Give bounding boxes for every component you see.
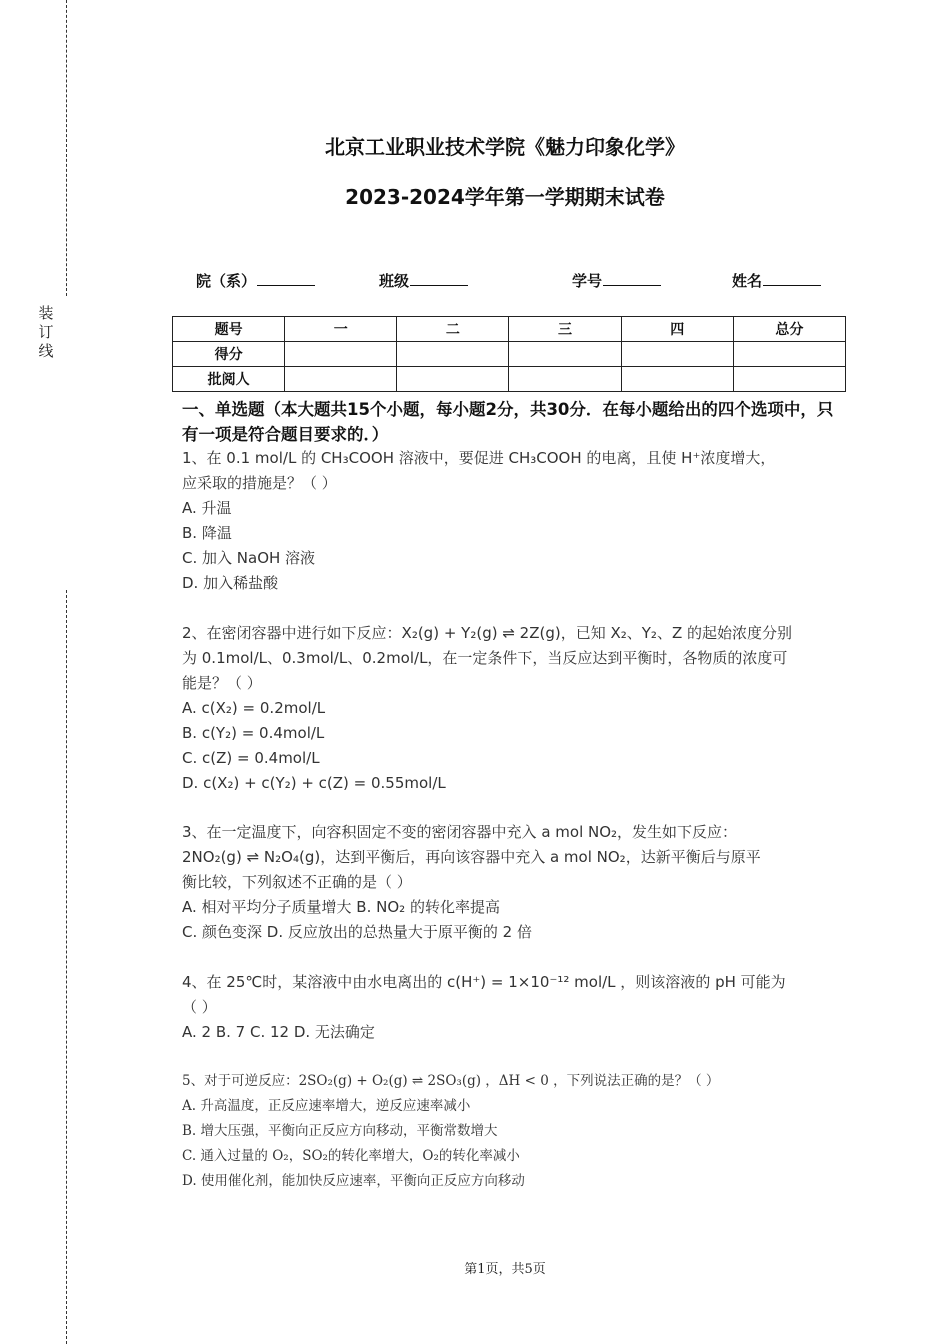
- table-cell: 得分: [173, 342, 285, 367]
- score-cell[interactable]: [733, 342, 845, 367]
- score-cell[interactable]: [285, 342, 397, 367]
- table-cell: 三: [509, 317, 621, 342]
- section-heading: 一、单选题（本大题共15个小题，每小题2分，共30分．在每小题给出的四个选项中，只有一项是符合题目要求的．）: [182, 400, 834, 444]
- score-cell[interactable]: [509, 342, 621, 367]
- binding-line-bottom: [66, 590, 67, 1344]
- table-cell: 四: [621, 317, 733, 342]
- q1-stem-line1: 1、在 0.1 mol/L 的 CH₃COOH 溶液中，要促进 CH₃COOH 的电离，且使 H⁺浓度增大，: [182, 449, 776, 467]
- q2-option-a[interactable]: A. c(X₂) = 0.2mol/L: [182, 699, 326, 717]
- q3-options-line1[interactable]: A. 相对平均分子质量增大 B. NO₂ 的转化率提高: [182, 898, 500, 916]
- table-cell: 一: [285, 317, 397, 342]
- student-id-field: [572, 270, 661, 291]
- student-info-row: [0, 270, 950, 294]
- department-blank[interactable]: [257, 270, 315, 286]
- q5-stem: 5、对于可逆反应：2SO₂(g) + O₂(g) ⇌ 2SO₃(g) ，ΔH < 0 ，下列说法正确的是？（ ）: [182, 1073, 720, 1089]
- q2-option-b[interactable]: B. c(Y₂) = 0.4mol/L: [182, 724, 325, 742]
- score-cell[interactable]: [621, 342, 733, 367]
- exam-title: 北京工业职业技术学院《魅力印象化学》: [325, 135, 685, 159]
- class-field: [379, 270, 468, 291]
- q5-option-d[interactable]: D. 使用催化剂，能加快反应速率，平衡向正反应方向移动: [182, 1173, 525, 1189]
- q1-stem-line2: 应采取的措施是？（ ）: [182, 474, 337, 492]
- q2-option-c[interactable]: C. c(Z) = 0.4mol/L: [182, 749, 320, 767]
- q1-option-a[interactable]: A. 升温: [182, 499, 232, 517]
- score-row: [173, 342, 846, 367]
- q5-option-b[interactable]: B. 增大压强，平衡向正反应方向移动，平衡常数增大: [182, 1123, 498, 1139]
- grader-cell[interactable]: [621, 367, 733, 392]
- student-id-blank[interactable]: [603, 270, 661, 286]
- page-number-footer: 第1页，共5页: [464, 1262, 546, 1277]
- name-blank[interactable]: [763, 270, 821, 286]
- grader-cell[interactable]: [285, 367, 397, 392]
- class-blank[interactable]: [410, 270, 468, 286]
- grader-row: [173, 367, 846, 392]
- department-field: [196, 270, 315, 291]
- grader-cell[interactable]: [733, 367, 845, 392]
- q4-stem-line2: （ ）: [182, 998, 217, 1016]
- name-field: [732, 270, 821, 291]
- q1-option-b[interactable]: B. 降温: [182, 524, 232, 542]
- q1-option-c[interactable]: C. 加入 NaOH 溶液: [182, 549, 316, 567]
- student-id-label: 学号: [572, 272, 603, 290]
- q3-options-line2[interactable]: C. 颜色变深 D. 反应放出的总热量大于原平衡的 2 倍: [182, 923, 532, 941]
- exam-subtitle: 2023-2024学年第一学期期末试卷: [345, 185, 665, 209]
- q2-stem-line3: 能是？（ ）: [182, 674, 262, 692]
- score-table: [172, 316, 846, 392]
- q3-stem-line2: 2NO₂(g) ⇌ N₂O₄(g)，达到平衡后，再向该容器中充入 a mol NO₂，达新平衡后与原平: [182, 848, 761, 866]
- table-cell: 二: [397, 317, 509, 342]
- class-label: 班级: [379, 272, 410, 290]
- q5-option-c[interactable]: C. 通入过量的 O₂，SO₂的转化率增大，O₂的转化率减小: [182, 1148, 520, 1164]
- q3-stem-line1: 3、在一定温度下，向容积固定不变的密闭容器中充入 a mol NO₂，发生如下反应：: [182, 823, 738, 841]
- table-cell: 题号: [173, 317, 285, 342]
- department-label: 院（系）: [196, 272, 257, 290]
- grader-cell[interactable]: [397, 367, 509, 392]
- grader-cell[interactable]: [509, 367, 621, 392]
- name-label: 姓名: [732, 272, 763, 290]
- table-cell: 批阅人: [173, 367, 285, 392]
- q2-stem-line2: 为 0.1mol/L、0.3mol/L、0.2mol/L，在一定条件下，当反应达到平衡时，各物质的浓度可: [182, 649, 788, 667]
- q1-option-d[interactable]: D. 加入稀盐酸: [182, 574, 279, 592]
- score-cell[interactable]: [397, 342, 509, 367]
- table-cell: 总分: [733, 317, 845, 342]
- q5-option-a[interactable]: A. 升高温度，正反应速率增大，逆反应速率减小: [182, 1098, 471, 1114]
- binding-label: 装 订 线: [38, 304, 54, 360]
- q4-stem-line1: 4、在 25℃时，某溶液中由水电离出的 c(H⁺) = 1×10⁻¹² mol/L ，则该溶液的 pH 可能为: [182, 973, 786, 991]
- q2-option-d[interactable]: D. c(X₂) + c(Y₂) + c(Z) = 0.55mol/L: [182, 774, 446, 792]
- score-table-header-row: [173, 317, 846, 342]
- q2-stem-line1: 2、在密闭容器中进行如下反应：X₂(g) + Y₂(g) ⇌ 2Z(g)，已知 X₂、Y₂、Z 的起始浓度分别: [182, 624, 792, 642]
- q3-stem-line3: 衡比较，下列叙述不正确的是（ ）: [182, 873, 412, 891]
- q4-options[interactable]: A. 2 B. 7 C. 12 D. 无法确定: [182, 1023, 375, 1041]
